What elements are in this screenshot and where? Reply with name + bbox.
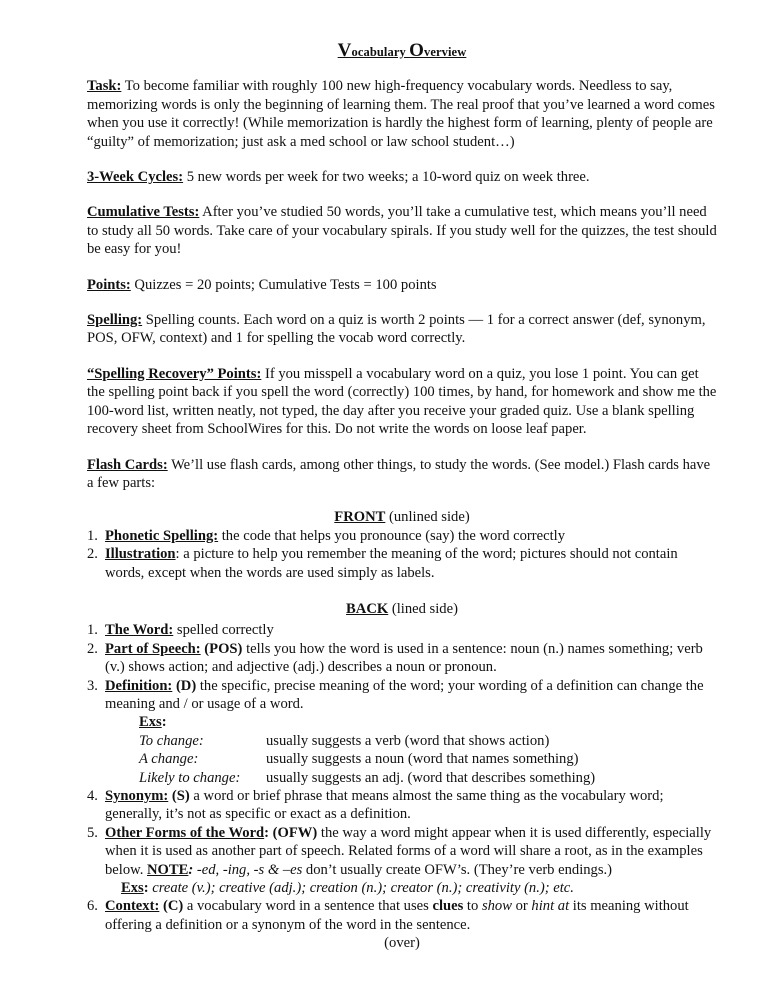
over-note: (over) [384, 935, 420, 952]
list-item: 1. Phonetic Spelling: the code that helps you pronounce (say) the word correctly [87, 527, 565, 544]
back-list [87, 621, 717, 934]
list-item: 6. Context: (C) a vocabulary word in a sentence that uses clues to show or hint at its meaning without offering a definition or a synonym of the word in the sentence. [87, 898, 689, 933]
list-item: 4. Synonym: (S) a word or brief phrase that means almost the same thing as the vocabulary word; generally, it’s not as specific or exact as a definition. [87, 788, 664, 823]
list-item: 1. The Word: spelled correctly [87, 622, 274, 639]
definition-examples: Exs: To change: usually suggests a verb (word that shows action) A change: usually suggests a noun (word that names something) Likely to change: usually suggests an adj. (word that describes something) [139, 714, 596, 786]
points-paragraph: Points: Quizzes = 20 points; Cumulative Tests = 100 points [87, 276, 437, 293]
front-list [87, 527, 717, 582]
spelling-paragraph: Spelling: Spelling counts. Each word on a quiz is worth 2 points — 1 for a correct answer (def, synonym, POS, OFW, context) and 1 for spelling the vocab word correctly. [87, 312, 706, 347]
back-heading: BACK (lined side) [346, 600, 458, 617]
list-item: 3. Definition: (D) the specific, precise meaning of the word; your wording of a definition can change the meaning and / or usage of a word. Exs: To change: usually suggests a verb (word that shows action) A change: usually suggests a noun (word that names something) Likely to change: usually suggests an adj. (word that describes something) [87, 677, 717, 787]
page-title: Vocabulary Overview [337, 40, 467, 61]
document-page [87, 42, 717, 953]
task-paragraph: Task: To become familiar with roughly 100 new high-frequency vocabulary words. Needless to say, memorizing words is only the beginning of learning them. The real proof that you’ve learned a word comes when you use it correctly! (While memorization is hardly the highest form of learning, plenty of people are “guilty” of memorization; just ask a med school or law school student…) [87, 78, 715, 150]
ofw-examples: Exs: create (v.); creative (adj.); creation (n.); creator (n.); creativity (n.); etc. [121, 880, 574, 897]
recovery-paragraph: “Spelling Recovery” Points: If you misspell a vocabulary word on a quiz, you lose 1 point. You can get the spelling point back if you spell the word (correctly) 100 times, by hand, for homework and show me the 100-word list, written neatly, not typed, the day after you receive your graded quiz. Use a blank spelling recovery sheet from SchoolWires for this. Do not write the words on loose leaf paper. [87, 365, 717, 438]
cumulative-paragraph: Cumulative Tests: After you’ve studied 50 words, you’ll take a cumulative test, which means you’ll need to study all 50 words. Take care of your vocabulary spirals. If you study well for the quizzes, the test should be easy for you! [87, 204, 717, 258]
list-item: 5. Other Forms of the Word: (OFW) the way a word might appear when it is used differently, especially when it is used as another part of speech. Related forms of a word will share a root, as in the examples below. NOTE: -ed, -ing, -s & –es don’t usually create OFW’s. (They’re verb endings.) Exs: create (v.); creative (adj.); creation (n.); creator (n.); creativity (n.); etc. [87, 824, 717, 898]
list-item: 2. Illustration: a picture to help you remember the meaning of the word; pictures should not contain words, except when the words are used simply as labels. [87, 546, 678, 581]
flash-cards-paragraph: Flash Cards: We’ll use flash cards, among other things, to study the words. (See model.) Flash cards have a few parts: [87, 456, 711, 491]
list-item: 2. Part of Speech: (POS) tells you how the word is used in a sentence: noun (n.) names something; verb (v.) shows action; and adjective (adj.) describes a noun or pronoun. [87, 640, 703, 676]
front-heading: FRONT (unlined side) [334, 509, 470, 526]
cycles-paragraph: 3-Week Cycles: 5 new words per week for two weeks; a 10-word quiz on week three. [87, 169, 590, 186]
